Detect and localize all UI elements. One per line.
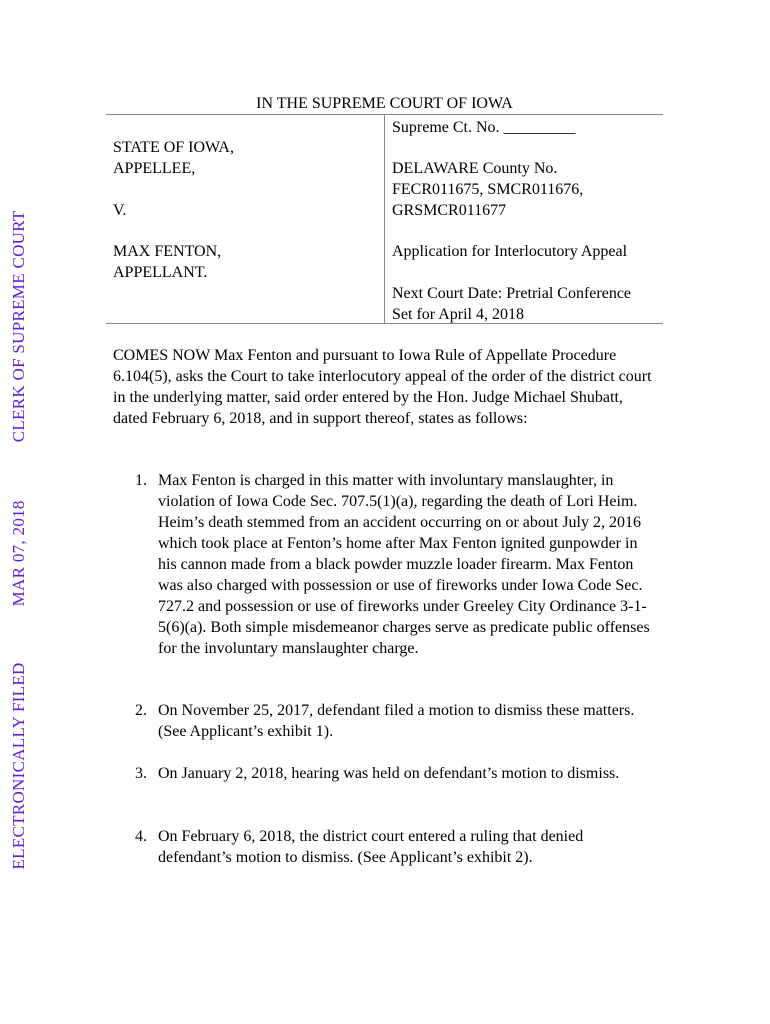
court-title: IN THE SUPREME COURT OF IOWA	[256, 95, 513, 112]
supreme-court-number: Supreme Ct. No. _________	[392, 119, 576, 136]
stamp-date: MAR 07, 2018	[9, 500, 28, 607]
list-item-number: 1.	[135, 472, 147, 489]
list-item-text: Max Fenton is charged in this matter with involuntary manslaughter, in violation of Iowa Code Sec. 707.5(1)(a), regarding the death of Lori Heim. Heim’s death stemmed from an accident occurring on or about July 2, 2016 which took place at Fenton’s home after Max Fenton ignited gunpowder in his cannon made from a black powder muzzle loader firearm. Max Fenton was also charged with possession or use of fireworks under Iowa Code Sec. 727.2 and possession or use of fireworks under Greeley City Ordinance 3-1-5(6)(a). Both simple misdemeanor charges serve as predicate public offenses for the involuntary manslaughter charge.	[158, 472, 650, 657]
list-item-text: On February 6, 2018, the district court entered a ruling that denied defendant’s motion to dismiss. (See Applicant’s exhibit 2).	[158, 828, 584, 866]
defendant-name: MAX FENTON,	[113, 243, 222, 260]
caption-bottom-rule	[106, 323, 663, 324]
list-item-number: 3.	[135, 765, 147, 782]
case-numbers-line-2: GRSMCR011677	[392, 202, 507, 219]
versus: V.	[113, 202, 127, 219]
list-item-number: 2.	[135, 702, 147, 719]
plaintiff-name: STATE OF IOWA,	[113, 139, 234, 156]
document-title: Application for Interlocutory Appeal	[392, 243, 628, 260]
defendant-role: APPELLANT.	[113, 264, 208, 281]
stamp-clerk: CLERK OF SUPREME COURT	[9, 210, 28, 443]
list-item-number: 4.	[135, 828, 147, 845]
county-number-label: DELAWARE County No.	[392, 160, 558, 177]
next-court-date-line-1: Next Court Date: Pretrial Conference	[392, 285, 632, 302]
list-item-text: On November 25, 2017, defendant filed a motion to dismiss these matters. (See Applicant’s exhibit 1).	[158, 702, 635, 740]
next-court-date-line-2: Set for April 4, 2018	[392, 306, 524, 323]
plaintiff-role: APPELLEE,	[113, 160, 196, 177]
intro-paragraph: COMES NOW Max Fenton and pursuant to Iowa Rule of Appellate Procedure 6.104(5), asks the Court to take interlocutory appeal of the order of the district court in the underlying matter, said order entered by the Hon. Judge Michael Shubatt, dated February 6, 2018, and in support thereof, states as follows:	[113, 347, 652, 427]
case-numbers-line-1: FECR011675, SMCR011676,	[392, 181, 584, 198]
list-item-text: On January 2, 2018, hearing was held on defendant’s motion to dismiss.	[158, 765, 620, 782]
caption-divider	[384, 114, 385, 323]
stamp-electronically-filed: ELECTRONICALLY FILED	[9, 662, 28, 870]
